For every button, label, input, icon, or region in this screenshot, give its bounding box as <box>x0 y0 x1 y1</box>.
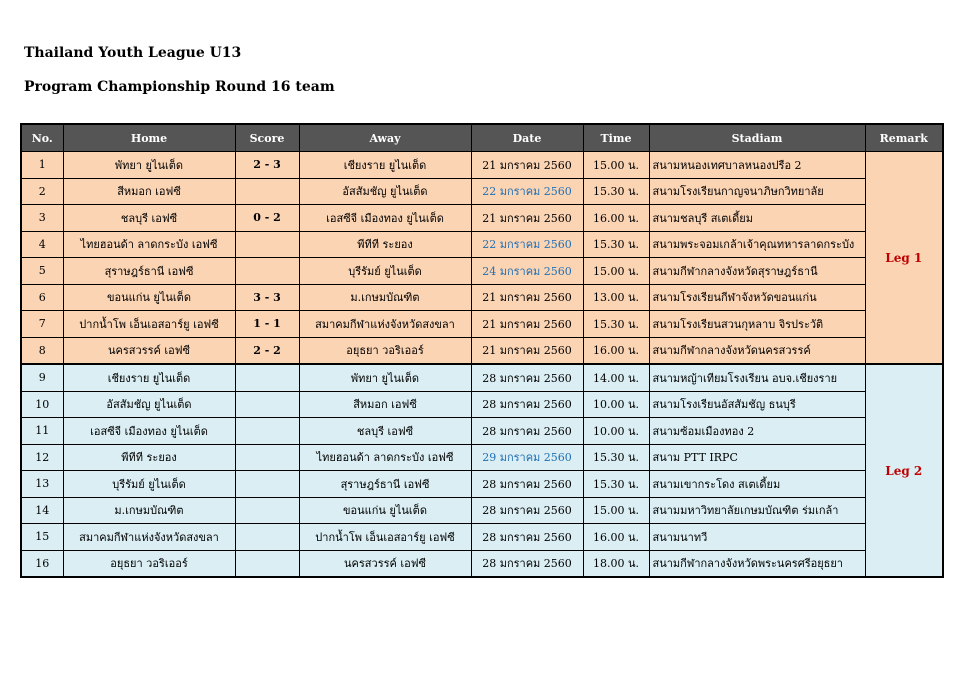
cell-away: เอสซีจี เมืองทอง ยูไนเต็ด <box>299 205 471 232</box>
cell-score <box>235 391 299 418</box>
cell-date: 28 มกราคม 2560 <box>471 497 583 524</box>
cell-home: พีทีที ระยอง <box>63 444 235 471</box>
cell-no: 7 <box>21 311 63 338</box>
table-row <box>21 231 943 258</box>
cell-date: 21 มกราคม 2560 <box>471 152 583 179</box>
table-row <box>21 550 943 577</box>
cell-stadium: สนามหญ้าเทียมโรงเรียน อบจ.เชียงราย <box>649 364 865 391</box>
cell-home: พัทยา ยูไนเต็ด <box>63 152 235 179</box>
cell-home: ขอนแก่น ยูไนเต็ด <box>63 284 235 311</box>
cell-score <box>235 444 299 471</box>
table-row <box>21 152 943 179</box>
fixtures-body <box>21 152 943 578</box>
cell-date: 28 มกราคม 2560 <box>471 418 583 445</box>
cell-no: 1 <box>21 152 63 179</box>
cell-away: อยุธยา วอริเออร์ <box>299 337 471 364</box>
cell-time: 15.00 น. <box>583 497 649 524</box>
table-row <box>21 311 943 338</box>
cell-no: 6 <box>21 284 63 311</box>
table-row <box>21 364 943 391</box>
cell-stadium: สนามซ้อมเมืองทอง 2 <box>649 418 865 445</box>
cell-no: 4 <box>21 231 63 258</box>
cell-time: 15.30 น. <box>583 231 649 258</box>
cell-score: 0 - 2 <box>235 205 299 232</box>
cell-date: 28 มกราคม 2560 <box>471 364 583 391</box>
remark-leg2: Leg 2 <box>865 364 943 577</box>
cell-score <box>235 178 299 205</box>
cell-score: 3 - 3 <box>235 284 299 311</box>
table-row <box>21 418 943 445</box>
cell-no: 2 <box>21 178 63 205</box>
table-row <box>21 444 943 471</box>
cell-date: 28 มกราคม 2560 <box>471 550 583 577</box>
cell-date: 22 มกราคม 2560 <box>471 231 583 258</box>
cell-time: 10.00 น. <box>583 391 649 418</box>
remark-leg1: Leg 1 <box>865 152 943 365</box>
cell-score <box>235 364 299 391</box>
cell-stadium: สนามเขากระโดง สเตเดี้ยม <box>649 471 865 498</box>
cell-stadium: สนามพระจอมเกล้าเจ้าคุณทหารลาดกระบัง <box>649 231 865 258</box>
cell-away: พีทีที ระยอง <box>299 231 471 258</box>
cell-date: 21 มกราคม 2560 <box>471 337 583 364</box>
cell-time: 15.00 น. <box>583 152 649 179</box>
cell-date: 24 มกราคม 2560 <box>471 258 583 285</box>
cell-no: 10 <box>21 391 63 418</box>
cell-away: สีหมอก เอฟซี <box>299 391 471 418</box>
cell-home: สมาคมกีฬาแห่งจังหวัดสงขลา <box>63 524 235 551</box>
cell-no: 5 <box>21 258 63 285</box>
table-row <box>21 471 943 498</box>
cell-away: ขอนแก่น ยูไนเต็ด <box>299 497 471 524</box>
cell-date: 21 มกราคม 2560 <box>471 205 583 232</box>
cell-away: ไทยฮอนด้า ลาดกระบัง เอฟซี <box>299 444 471 471</box>
table-row <box>21 524 943 551</box>
table-row <box>21 391 943 418</box>
cell-time: 16.00 น. <box>583 205 649 232</box>
cell-away: สุราษฎร์ธานี เอฟซี <box>299 471 471 498</box>
cell-stadium: สนามโรงเรียนสวนกุหลาบ จิรประวัติ <box>649 311 865 338</box>
cell-no: 16 <box>21 550 63 577</box>
col-header-no: No. <box>21 124 63 152</box>
cell-score <box>235 471 299 498</box>
cell-away: ชลบุรี เอฟซี <box>299 418 471 445</box>
cell-stadium: สนามกีฬากลางจังหวัดพระนครศรีอยุธยา <box>649 550 865 577</box>
cell-stadium: สนามโรงเรียนอัสสัมชัญ ธนบุรี <box>649 391 865 418</box>
cell-no: 15 <box>21 524 63 551</box>
cell-away: ม.เกษมบัณฑิต <box>299 284 471 311</box>
cell-no: 3 <box>21 205 63 232</box>
cell-home: ไทยฮอนด้า ลาดกระบัง เอฟซี <box>63 231 235 258</box>
cell-away: สมาคมกีฬาแห่งจังหวัดสงขลา <box>299 311 471 338</box>
cell-date: 22 มกราคม 2560 <box>471 178 583 205</box>
cell-home: ชลบุรี เอฟซี <box>63 205 235 232</box>
table-row <box>21 205 943 232</box>
cell-score: 1 - 1 <box>235 311 299 338</box>
col-header-date: Date <box>471 124 583 152</box>
col-header-time: Time <box>583 124 649 152</box>
cell-stadium: สนามกีฬากลางจังหวัดสุราษฎร์ธานี <box>649 258 865 285</box>
cell-date: 21 มกราคม 2560 <box>471 284 583 311</box>
cell-away: อัสสัมชัญ ยูไนเต็ด <box>299 178 471 205</box>
cell-home: สีหมอก เอฟซี <box>63 178 235 205</box>
table-row <box>21 178 943 205</box>
cell-stadium: สนามมหาวิทยาลัยเกษมบัณฑิต ร่มเกล้า <box>649 497 865 524</box>
col-header-home: Home <box>63 124 235 152</box>
cell-home: ปากน้ำโพ เอ็นเอสอาร์ยู เอฟซี <box>63 311 235 338</box>
cell-home: ม.เกษมบัณฑิต <box>63 497 235 524</box>
cell-no: 9 <box>21 364 63 391</box>
table-row <box>21 337 943 364</box>
table-header-row <box>21 124 943 152</box>
cell-stadium: สนามชลบุรี สเตเดี้ยม <box>649 205 865 232</box>
cell-no: 11 <box>21 418 63 445</box>
document-subtitle: Program Championship Round 16 team <box>24 79 335 95</box>
cell-home: เอสซีจี เมืองทอง ยูไนเต็ด <box>63 418 235 445</box>
cell-stadium: สนามโรงเรียนกาญจนาภิษกวิทยาลัย <box>649 178 865 205</box>
cell-time: 15.30 น. <box>583 471 649 498</box>
cell-date: 29 มกราคม 2560 <box>471 444 583 471</box>
cell-score <box>235 418 299 445</box>
cell-away: ปากน้ำโพ เอ็นเอสอาร์ยู เอฟซี <box>299 524 471 551</box>
cell-home: สุราษฎร์ธานี เอฟซี <box>63 258 235 285</box>
cell-home: อัสสัมชัญ ยูไนเต็ด <box>63 391 235 418</box>
cell-no: 14 <box>21 497 63 524</box>
cell-time: 15.30 น. <box>583 311 649 338</box>
fixtures-table <box>20 123 944 578</box>
cell-home: อยุธยา วอริเออร์ <box>63 550 235 577</box>
col-header-remark: Remark <box>865 124 943 152</box>
cell-stadium: สนามกีฬากลางจังหวัดนครสวรรค์ <box>649 337 865 364</box>
col-header-score: Score <box>235 124 299 152</box>
table-row <box>21 497 943 524</box>
table-row <box>21 258 943 285</box>
cell-time: 15.30 น. <box>583 444 649 471</box>
cell-stadium: สนามนาทวี <box>649 524 865 551</box>
cell-away: พัทยา ยูไนเต็ด <box>299 364 471 391</box>
cell-time: 15.00 น. <box>583 258 649 285</box>
cell-time: 13.00 น. <box>583 284 649 311</box>
cell-home: บุรีรัมย์ ยูไนเต็ด <box>63 471 235 498</box>
cell-stadium: สนามหนองเทศบาลหนองปรือ 2 <box>649 152 865 179</box>
cell-date: 21 มกราคม 2560 <box>471 311 583 338</box>
cell-score: 2 - 2 <box>235 337 299 364</box>
cell-away: บุรีรัมย์ ยูไนเต็ด <box>299 258 471 285</box>
cell-date: 28 มกราคม 2560 <box>471 391 583 418</box>
cell-time: 16.00 น. <box>583 337 649 364</box>
col-header-stadium: Stadiam <box>649 124 865 152</box>
table-row <box>21 284 943 311</box>
cell-home: เชียงราย ยูไนเต็ด <box>63 364 235 391</box>
cell-stadium: สนามโรงเรียนกีฬาจังหวัดขอนแก่น <box>649 284 865 311</box>
cell-score <box>235 231 299 258</box>
cell-stadium: สนาม PTT IRPC <box>649 444 865 471</box>
cell-date: 28 มกราคม 2560 <box>471 471 583 498</box>
cell-score <box>235 524 299 551</box>
cell-no: 8 <box>21 337 63 364</box>
cell-time: 15.30 น. <box>583 178 649 205</box>
cell-score <box>235 550 299 577</box>
cell-date: 28 มกราคม 2560 <box>471 524 583 551</box>
cell-score <box>235 258 299 285</box>
cell-time: 16.00 น. <box>583 524 649 551</box>
cell-time: 18.00 น. <box>583 550 649 577</box>
cell-score: 2 - 3 <box>235 152 299 179</box>
cell-no: 13 <box>21 471 63 498</box>
cell-away: นครสวรรค์ เอฟซี <box>299 550 471 577</box>
cell-score <box>235 497 299 524</box>
document-title: Thailand Youth League U13 <box>24 45 242 61</box>
col-header-away: Away <box>299 124 471 152</box>
cell-time: 10.00 น. <box>583 418 649 445</box>
cell-no: 12 <box>21 444 63 471</box>
cell-time: 14.00 น. <box>583 364 649 391</box>
cell-away: เชียงราย ยูไนเต็ด <box>299 152 471 179</box>
cell-home: นครสวรรค์ เอฟซี <box>63 337 235 364</box>
